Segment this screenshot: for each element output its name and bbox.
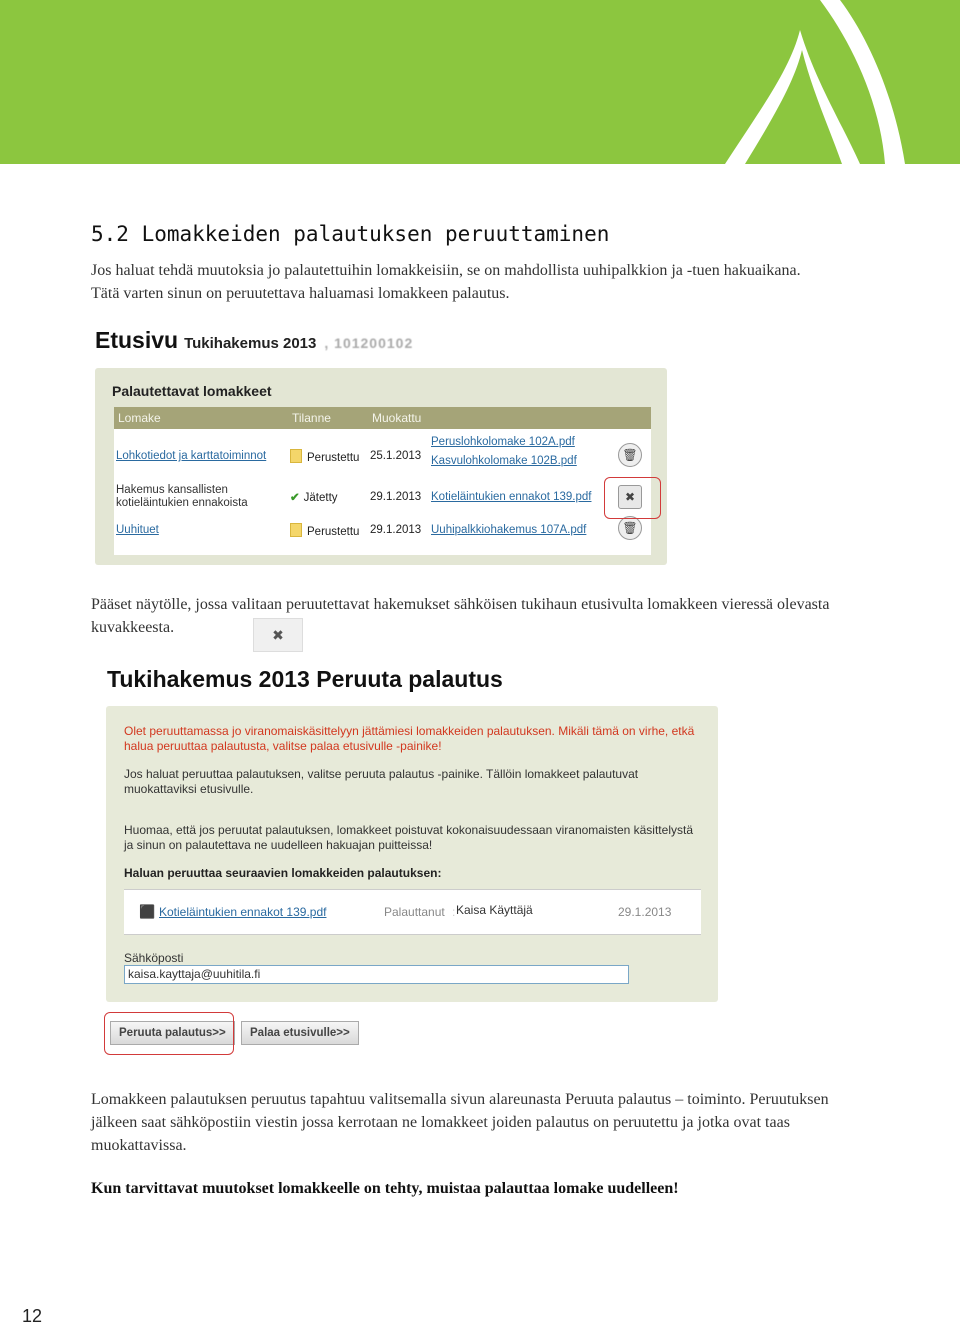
form-name-line1: Hakemus kansallisten: [116, 484, 228, 496]
etusivu-label: Etusivu: [95, 327, 179, 353]
form-name: [116, 484, 248, 510]
leaf-decoration: [0, 0, 960, 164]
date-cell: 29.1.2013: [370, 491, 422, 503]
table-row: [114, 519, 651, 549]
form-link[interactable]: Uuhituet: [116, 524, 159, 536]
cancel-return-title: Tukihakemus 2013 Peruuta palautus: [107, 666, 503, 692]
third-paragraph: Lomakkeen palautuksen peruutus tapahtuu valitsemalla sivun alareunasta Peruuta palautus – toiminto. Peruutuksen jälkeen saat sähköpostiin viestin jossa kerrotaan ne lomakkeet joiden palautus on peruutettu ja jotka ovat taas muokattavissa.: [91, 1091, 829, 1154]
pdf-link[interactable]: Kotieläintukien ennakot 139.pdf: [159, 905, 327, 919]
pdf-link[interactable]: Kotieläintukien ennakot 139.pdf: [431, 491, 592, 503]
green-header-banner: [0, 0, 960, 164]
cancel-return-panel: [106, 706, 718, 1002]
blurred-id: , 101200102: [324, 335, 414, 351]
pdf-icon: ⬛: [139, 904, 156, 919]
back-to-home-button[interactable]: Palaa etusivulle>>: [241, 1021, 359, 1045]
cancel-return-icon[interactable]: ✖: [618, 485, 642, 509]
second-paragraph: Pääset näytölle, jossa valitaan peruutettavat hakemukset sähköisen tukihaun etusivulta lomakkeen vieressä olevasta kuvakkeesta.: [91, 596, 830, 636]
intro-paragraph: Jos haluat tehdä muutoksia jo palautettuihin lomakkeisiin, se on mahdollista uuhipalkkion ja -tuen hakuaikana. Tätä varten sinun on peruutettava haluamasi lomakkeen palautus.: [91, 262, 801, 302]
email-label: Sähköposti: [124, 951, 184, 965]
column-header-form: Lomake: [118, 411, 161, 425]
document-icon: [290, 523, 302, 537]
section-heading: 5.2 Lomakkeiden palautuksen peruuttaminen: [91, 222, 610, 246]
table-row: [114, 479, 651, 515]
date-cell: 25.1.2013: [370, 450, 422, 462]
info-text: Jos haluat peruuttaa palautuksen, valitse peruuta palautus -painike. Tällöin lomakkeet palautuvat muokattaviksi etusivulle.: [124, 767, 639, 796]
separator: :: [452, 905, 456, 919]
status-text: Perustettu: [307, 526, 360, 538]
warning-text: Olet peruuttamassa jo viranomaiskäsittelyyn jättämiesi lomakkeiden palautuksen. Mikäli tämä on virhe, etkä halua peruuttaa palautusta, valitse palaa etusivulle -painike!: [124, 724, 695, 753]
returnable-forms-panel: [95, 368, 667, 565]
highlight-circle: [604, 477, 661, 519]
pdf-link[interactable]: Kasvulohkolomake 102B.pdf: [431, 455, 577, 467]
form-link[interactable]: Lohkotiedot ja karttatoiminnot: [116, 450, 267, 462]
reminder-paragraph: Kun tarvittavat muutokset lomakkeelle on tehty, muistaa palauttaa lomake uudelleen!: [91, 1180, 679, 1197]
status-cell: [290, 449, 359, 464]
trash-icon[interactable]: 🗑: [618, 516, 642, 540]
pdf-link[interactable]: Peruslohkolomake 102A.pdf: [431, 436, 575, 448]
etusivu-title: [95, 327, 413, 354]
column-header-status: Tilanne: [292, 411, 331, 425]
returned-date: 29.1.2013: [618, 905, 672, 919]
cancel-return-button[interactable]: Peruuta palautus>>: [110, 1021, 235, 1045]
highlight-box: [104, 1012, 234, 1055]
status-text: Perustettu: [307, 452, 360, 464]
page-number: 12: [22, 1306, 43, 1326]
table-row: [114, 433, 651, 471]
returned-by: Kaisa Käyttäjä: [456, 903, 533, 917]
cancel-return-icon: ✖: [253, 618, 303, 652]
checkmark-icon: ✔: [290, 492, 300, 504]
forms-list: [124, 889, 701, 935]
email-field[interactable]: kaisa.kayttaja@uuhitila.fi: [124, 965, 629, 984]
document-icon: [290, 449, 302, 463]
panel-title: Palautettavat lomakkeet: [112, 383, 272, 399]
forms-table: [114, 407, 651, 555]
form-name-line2: kotieläintukien ennakoista: [116, 497, 248, 509]
trash-icon[interactable]: 🗑: [618, 443, 642, 467]
status-cell: [290, 490, 338, 504]
status-cell: [290, 523, 359, 538]
column-header-modified: Muokattu: [372, 411, 422, 425]
table-header: [114, 407, 651, 429]
returned-by-label: Palauttanut: [384, 905, 445, 919]
status-text: Jätetty: [303, 492, 338, 504]
etusivu-subtitle: Tukihakemus 2013: [184, 335, 317, 352]
date-cell: 29.1.2013: [370, 524, 422, 536]
notice-text: Huomaa, että jos peruutat palautuksen, lomakkeet poistuvat kokonaisuudessaan viranomaisten käsittelystä ja sinun on palautettava ne uudelleen hakuajan puitteissa!: [124, 823, 693, 852]
pdf-link[interactable]: Uuhipalkkiohakemus 107A.pdf: [431, 524, 587, 536]
list-heading: Haluan peruuttaa seuraavien lomakkeiden palautuksen:: [124, 866, 442, 880]
